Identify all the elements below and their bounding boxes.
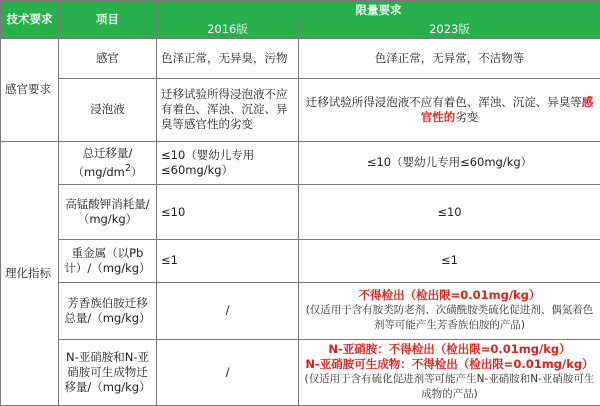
value-2023-soaking-liquid: [299, 79, 600, 142]
row-aromatic-amine: [1, 282, 600, 339]
row-soaking-liquid: [1, 79, 600, 142]
aromatic-amine-2023-limit: 不得检出（检出限=0.01mg/kg）: [358, 288, 541, 303]
header-item: 项目: [59, 1, 157, 39]
value-2023-heavy-metal: ≤1: [299, 240, 600, 282]
item-kmno4: [59, 185, 157, 240]
total-migration-unit: （mg/dm: [72, 164, 125, 179]
item-aromatic-amine: [59, 282, 157, 339]
value-2023-aromatic-amine: [299, 282, 600, 339]
row-total-migration: [1, 141, 600, 184]
row-nitrosamine: [1, 339, 600, 405]
total-migration-label-line1: 总迁移量/: [82, 146, 133, 161]
kmno4-label-line1: 高锰酸钾消耗量/: [65, 197, 150, 212]
value-2016-kmno4: ≤10: [157, 185, 299, 240]
item-nitrosamine: [59, 339, 157, 405]
value-2023-total-migration: ≤10（婴幼儿专用≤60mg/kg）: [299, 141, 600, 184]
header-limits: 限量要求: [157, 1, 600, 20]
value-2016-sensory: 色泽正常，无异臭，污物: [157, 39, 299, 79]
item-sensory: 感官: [59, 39, 157, 79]
header-2023: 2023版: [299, 20, 600, 39]
soaking-2023-highlight: 感官性的: [420, 94, 594, 124]
nitrosamine-2023-limit: N-亚硝胺：不得检出（检出限=0.01mg/kg）: [328, 342, 571, 357]
header-tech-requirements: 技术要求: [1, 1, 59, 39]
row-sensory: [1, 39, 600, 79]
nitrosamine-label-line2: 硝胺可生成物迁: [67, 364, 148, 379]
value-2016-aromatic-amine: /: [157, 282, 299, 339]
aromatic-amine-label-line2: 总量/（mg/kg）: [64, 310, 151, 325]
total-migration-unit-end: ）: [131, 164, 143, 179]
nitrosamine-2023-note: (仅适用于含有硫化促进剂等可能产生N-亚硝胺和N-亚硝胺可生成物的产品): [304, 373, 595, 401]
total-migration-label-line2: [63, 161, 152, 180]
heavy-metal-label-line2: 计）/（mg/kg）: [64, 260, 151, 275]
aromatic-amine-label-line1: 芳香族伯胺迁移: [67, 295, 148, 310]
item-heavy-metal: [59, 240, 157, 282]
item-total-migration: [59, 141, 157, 184]
row-heavy-metal: [1, 240, 600, 282]
aromatic-amine-2023-note: (仅适用于含有胺类防老剂、次磺酰胺类硫化促进剂、偶氮着色剂等可能产生芳香族伯胺的产品): [305, 304, 594, 332]
value-2023-kmno4: ≤10: [299, 185, 600, 240]
nitrosamine-label-line3: 移量/（mg/kg）: [64, 379, 151, 394]
nitrosamine-precursor-2023-limit: N-亚硝胺可生成物：不得检出（检出限=0.01mg/kg）: [305, 357, 594, 372]
value-2016-soaking-liquid: 迁移试验所得浸泡液不应有着色、浑浊、沉淀、异臭等感官性的劣变: [157, 79, 299, 142]
kmno4-label-line2: （mg/kg）: [77, 212, 138, 227]
soaking-2023-text-end: 劣变: [455, 109, 479, 124]
value-2016-nitrosamine: /: [157, 339, 299, 405]
value-2023-nitrosamine: [299, 339, 600, 405]
header-row: [1, 1, 600, 20]
value-2023-sensory: 色泽正常，无异常，不洁物等: [299, 39, 600, 79]
value-2016-total-migration: ≤10（婴幼儿专用≤60mg/kg）: [157, 141, 299, 184]
soaking-2023-text: 迁移试验所得浸泡液不应有着色、浑浊、沉淀、异臭等: [305, 94, 582, 109]
row-kmno4: [1, 185, 600, 240]
value-2016-heavy-metal: ≤1: [157, 240, 299, 282]
heavy-metal-label-line1: 重金属（以Pb: [71, 245, 144, 260]
category-sensory: 感官要求: [1, 39, 59, 142]
category-physchem: 理化指标: [1, 141, 59, 405]
nitrosamine-label-line1: N-亚硝胺和N-亚: [65, 349, 149, 364]
header-2016: 2016版: [157, 20, 299, 39]
item-soaking-liquid: 浸泡液: [59, 79, 157, 142]
total-migration-unit-sup: 2: [124, 163, 131, 175]
